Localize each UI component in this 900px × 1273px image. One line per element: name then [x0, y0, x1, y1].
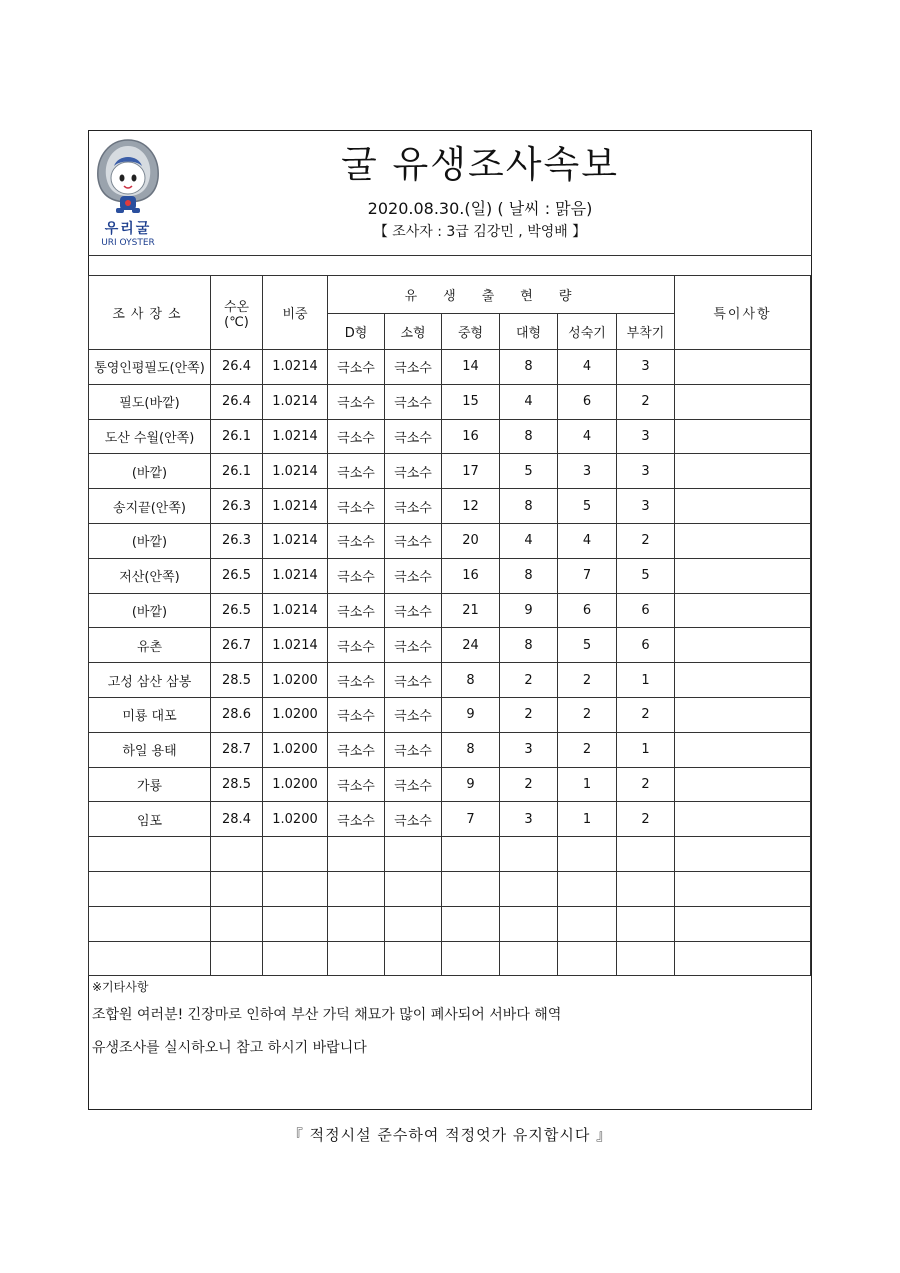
d-stage-cell: 극소수: [328, 419, 385, 454]
water-temp-label: 수온: [223, 299, 250, 315]
site-cell: [89, 941, 211, 976]
medium-cell: 16: [442, 419, 500, 454]
remark-cell: [675, 628, 811, 663]
mature-cell: [558, 837, 617, 872]
site-cell: 도산 수월(안쪽): [89, 419, 211, 454]
small-cell: [385, 837, 442, 872]
site-cell: (바깥): [89, 523, 211, 558]
specific-gravity-cell: 1.0214: [263, 419, 328, 454]
mature-cell: 4: [558, 523, 617, 558]
col-header-site: 조사장소: [89, 276, 211, 350]
attachment-cell: 2: [617, 697, 675, 732]
large-cell: 2: [500, 767, 558, 802]
specific-gravity-cell: 1.0214: [263, 489, 328, 524]
d-stage-cell: 극소수: [328, 697, 385, 732]
large-cell: 8: [500, 350, 558, 385]
large-cell: 8: [500, 489, 558, 524]
water-temp-cell: 28.5: [211, 663, 263, 698]
medium-cell: [442, 941, 500, 976]
site-cell: 저산(안쪽): [89, 558, 211, 593]
oyster-mascot-icon: [98, 140, 158, 213]
water-temp-cell: 26.5: [211, 593, 263, 628]
large-cell: 3: [500, 802, 558, 837]
water-temp-unit: (℃): [224, 314, 249, 330]
attachment-cell: 3: [617, 489, 675, 524]
remark-cell: [675, 454, 811, 489]
medium-cell: 15: [442, 384, 500, 419]
mature-cell: [558, 906, 617, 941]
attachment-cell: 1: [617, 663, 675, 698]
d-stage-cell: [328, 837, 385, 872]
remark-cell: [675, 906, 811, 941]
water-temp-cell: 28.4: [211, 802, 263, 837]
larvae-survey-table: [88, 275, 811, 976]
medium-cell: 17: [442, 454, 500, 489]
large-cell: [500, 906, 558, 941]
table-row: [89, 558, 811, 593]
investigators: 【 조사자 : 3급 김강민 , 박영배 】: [373, 224, 587, 240]
table-row: [89, 628, 811, 663]
small-cell: 극소수: [385, 384, 442, 419]
remark-cell: [675, 802, 811, 837]
specific-gravity-cell: 1.0214: [263, 523, 328, 558]
medium-cell: 14: [442, 350, 500, 385]
water-temp-cell: [211, 906, 263, 941]
mature-cell: 7: [558, 558, 617, 593]
attachment-cell: 3: [617, 419, 675, 454]
mature-cell: 5: [558, 628, 617, 663]
water-temp-cell: 26.4: [211, 350, 263, 385]
notes-line-2: 유생조사를 실시하오니 참고 하시기 바랍니다: [92, 1040, 367, 1056]
remark-cell: [675, 697, 811, 732]
table-row: [89, 523, 811, 558]
mature-cell: 6: [558, 593, 617, 628]
table-row: [89, 454, 811, 489]
mature-cell: 1: [558, 802, 617, 837]
site-cell: 송지끝(안쪽): [89, 489, 211, 524]
d-stage-cell: 극소수: [328, 489, 385, 524]
water-temp-cell: 26.5: [211, 558, 263, 593]
remark-cell: [675, 941, 811, 976]
small-cell: 극소수: [385, 523, 442, 558]
water-temp-cell: 28.6: [211, 697, 263, 732]
specific-gravity-cell: 1.0200: [263, 732, 328, 767]
mature-cell: 2: [558, 732, 617, 767]
small-cell: 극소수: [385, 802, 442, 837]
table-row: [89, 837, 811, 872]
remark-cell: [675, 593, 811, 628]
mature-cell: 4: [558, 350, 617, 385]
site-cell: 하일 용태: [89, 732, 211, 767]
remark-cell: [675, 350, 811, 385]
specific-gravity-cell: 1.0214: [263, 350, 328, 385]
site-cell: 고성 삼산 삼봉: [89, 663, 211, 698]
remark-cell: [675, 837, 811, 872]
remark-cell: [675, 523, 811, 558]
large-cell: 8: [500, 419, 558, 454]
table-row: [89, 941, 811, 976]
specific-gravity-cell: [263, 941, 328, 976]
site-cell: 유촌: [89, 628, 211, 663]
mature-cell: 1: [558, 767, 617, 802]
water-temp-cell: 26.3: [211, 523, 263, 558]
medium-cell: 9: [442, 697, 500, 732]
water-temp-cell: 26.3: [211, 489, 263, 524]
large-cell: 8: [500, 628, 558, 663]
remark-cell: [675, 767, 811, 802]
col-header-attachment: 부착기: [617, 314, 675, 350]
mature-cell: [558, 871, 617, 906]
attachment-cell: [617, 871, 675, 906]
small-cell: 극소수: [385, 732, 442, 767]
attachment-cell: 6: [617, 628, 675, 663]
water-temp-cell: [211, 941, 263, 976]
attachment-cell: 6: [617, 593, 675, 628]
d-stage-cell: [328, 871, 385, 906]
col-header-larvae-group: 유생출현량: [328, 276, 675, 314]
small-cell: 극소수: [385, 489, 442, 524]
table-row: [89, 906, 811, 941]
small-cell: [385, 906, 442, 941]
mature-cell: 4: [558, 419, 617, 454]
table-row: [89, 384, 811, 419]
d-stage-cell: 극소수: [328, 767, 385, 802]
d-stage-cell: [328, 941, 385, 976]
attachment-cell: 2: [617, 384, 675, 419]
col-header-remarks: 특이사항: [675, 276, 811, 350]
mature-cell: 2: [558, 697, 617, 732]
logo-title: 우리굴: [104, 221, 152, 237]
header-row-1: [89, 276, 811, 314]
large-cell: 2: [500, 697, 558, 732]
col-header-specific-gravity: 비중: [263, 276, 328, 350]
table-row: [89, 732, 811, 767]
col-header-d-stage: D형: [328, 314, 385, 350]
specific-gravity-cell: 1.0214: [263, 384, 328, 419]
small-cell: 극소수: [385, 697, 442, 732]
remark-cell: [675, 384, 811, 419]
attachment-cell: 2: [617, 767, 675, 802]
site-cell: (바깥): [89, 454, 211, 489]
medium-cell: [442, 871, 500, 906]
d-stage-cell: 극소수: [328, 523, 385, 558]
large-cell: [500, 837, 558, 872]
site-cell: [89, 906, 211, 941]
specific-gravity-cell: 1.0214: [263, 454, 328, 489]
water-temp-cell: 26.4: [211, 384, 263, 419]
table-row: [89, 697, 811, 732]
large-cell: 8: [500, 558, 558, 593]
medium-cell: 20: [442, 523, 500, 558]
medium-cell: 12: [442, 489, 500, 524]
mature-cell: [558, 941, 617, 976]
small-cell: 극소수: [385, 593, 442, 628]
d-stage-cell: 극소수: [328, 663, 385, 698]
attachment-cell: 5: [617, 558, 675, 593]
medium-cell: 21: [442, 593, 500, 628]
small-cell: 극소수: [385, 767, 442, 802]
report-date: 2020.08.30.(일) ( 날씨 : 맑음): [367, 199, 593, 218]
site-cell: (바깥): [89, 593, 211, 628]
table-row: [89, 419, 811, 454]
medium-cell: 9: [442, 767, 500, 802]
site-cell: 임포: [89, 802, 211, 837]
water-temp-cell: 28.5: [211, 767, 263, 802]
large-cell: 4: [500, 523, 558, 558]
attachment-cell: 3: [617, 350, 675, 385]
large-cell: [500, 871, 558, 906]
specific-gravity-cell: 1.0200: [263, 697, 328, 732]
uri-oyster-logo: [92, 136, 164, 248]
remark-cell: [675, 732, 811, 767]
large-cell: 9: [500, 593, 558, 628]
water-temp-cell: 26.7: [211, 628, 263, 663]
water-temp-cell: [211, 837, 263, 872]
d-stage-cell: 극소수: [328, 732, 385, 767]
d-stage-cell: 극소수: [328, 802, 385, 837]
d-stage-cell: [328, 906, 385, 941]
site-cell: 통영인평필도(안쪽): [89, 350, 211, 385]
large-cell: 4: [500, 384, 558, 419]
site-cell: [89, 837, 211, 872]
specific-gravity-cell: 1.0214: [263, 558, 328, 593]
site-cell: 가룡: [89, 767, 211, 802]
d-stage-cell: 극소수: [328, 350, 385, 385]
header-divider: [88, 255, 812, 256]
specific-gravity-cell: 1.0200: [263, 802, 328, 837]
medium-cell: [442, 906, 500, 941]
logo-subtitle: URI OYSTER: [101, 238, 155, 248]
water-temp-cell: 26.1: [211, 419, 263, 454]
site-cell: 필도(바깥): [89, 384, 211, 419]
medium-cell: 24: [442, 628, 500, 663]
remark-cell: [675, 663, 811, 698]
d-stage-cell: 극소수: [328, 593, 385, 628]
small-cell: [385, 871, 442, 906]
mature-cell: 2: [558, 663, 617, 698]
mature-cell: 3: [558, 454, 617, 489]
remark-cell: [675, 489, 811, 524]
small-cell: 극소수: [385, 419, 442, 454]
footer-slogan: 『 적정시설 준수하여 적정엇가 유지합시다 』: [287, 1126, 613, 1144]
d-stage-cell: 극소수: [328, 454, 385, 489]
small-cell: 극소수: [385, 454, 442, 489]
specific-gravity-cell: 1.0200: [263, 663, 328, 698]
attachment-cell: [617, 837, 675, 872]
col-header-water-temp: [211, 276, 263, 350]
small-cell: 극소수: [385, 663, 442, 698]
water-temp-cell: [211, 871, 263, 906]
notes-line-1: 조합원 여러분! 긴장마로 인하여 부산 가덕 채묘가 많이 폐사되어 서바다 해역: [92, 1007, 562, 1023]
remark-cell: [675, 419, 811, 454]
mature-cell: 5: [558, 489, 617, 524]
remark-cell: [675, 558, 811, 593]
attachment-cell: 2: [617, 523, 675, 558]
attachment-cell: 1: [617, 732, 675, 767]
attachment-cell: [617, 906, 675, 941]
small-cell: [385, 941, 442, 976]
remark-cell: [675, 871, 811, 906]
specific-gravity-cell: 1.0200: [263, 767, 328, 802]
d-stage-cell: 극소수: [328, 558, 385, 593]
col-header-large: 대형: [500, 314, 558, 350]
large-cell: 5: [500, 454, 558, 489]
large-cell: [500, 941, 558, 976]
specific-gravity-cell: 1.0214: [263, 628, 328, 663]
d-stage-cell: 극소수: [328, 384, 385, 419]
report-title: 굴 유생조사속보: [341, 143, 619, 186]
table-row: [89, 489, 811, 524]
medium-cell: 8: [442, 663, 500, 698]
specific-gravity-cell: [263, 837, 328, 872]
water-temp-cell: 26.1: [211, 454, 263, 489]
medium-cell: 16: [442, 558, 500, 593]
table-row: [89, 593, 811, 628]
table-row: [89, 802, 811, 837]
water-temp-cell: 28.7: [211, 732, 263, 767]
medium-cell: [442, 837, 500, 872]
table-row: [89, 871, 811, 906]
medium-cell: 7: [442, 802, 500, 837]
mature-cell: 6: [558, 384, 617, 419]
large-cell: 2: [500, 663, 558, 698]
specific-gravity-cell: 1.0214: [263, 593, 328, 628]
specific-gravity-cell: [263, 906, 328, 941]
small-cell: 극소수: [385, 350, 442, 385]
medium-cell: 8: [442, 732, 500, 767]
col-header-medium: 중형: [442, 314, 500, 350]
site-cell: 미룡 대포: [89, 697, 211, 732]
col-header-mature: 성숙기: [558, 314, 617, 350]
table-row: [89, 663, 811, 698]
attachment-cell: [617, 941, 675, 976]
table-row: [89, 350, 811, 385]
small-cell: 극소수: [385, 558, 442, 593]
table-row: [89, 767, 811, 802]
specific-gravity-cell: [263, 871, 328, 906]
notes-heading: ※기타사항: [92, 980, 149, 994]
attachment-cell: 3: [617, 454, 675, 489]
site-cell: [89, 871, 211, 906]
large-cell: 3: [500, 732, 558, 767]
small-cell: 극소수: [385, 628, 442, 663]
col-header-small: 소형: [385, 314, 442, 350]
d-stage-cell: 극소수: [328, 628, 385, 663]
attachment-cell: 2: [617, 802, 675, 837]
